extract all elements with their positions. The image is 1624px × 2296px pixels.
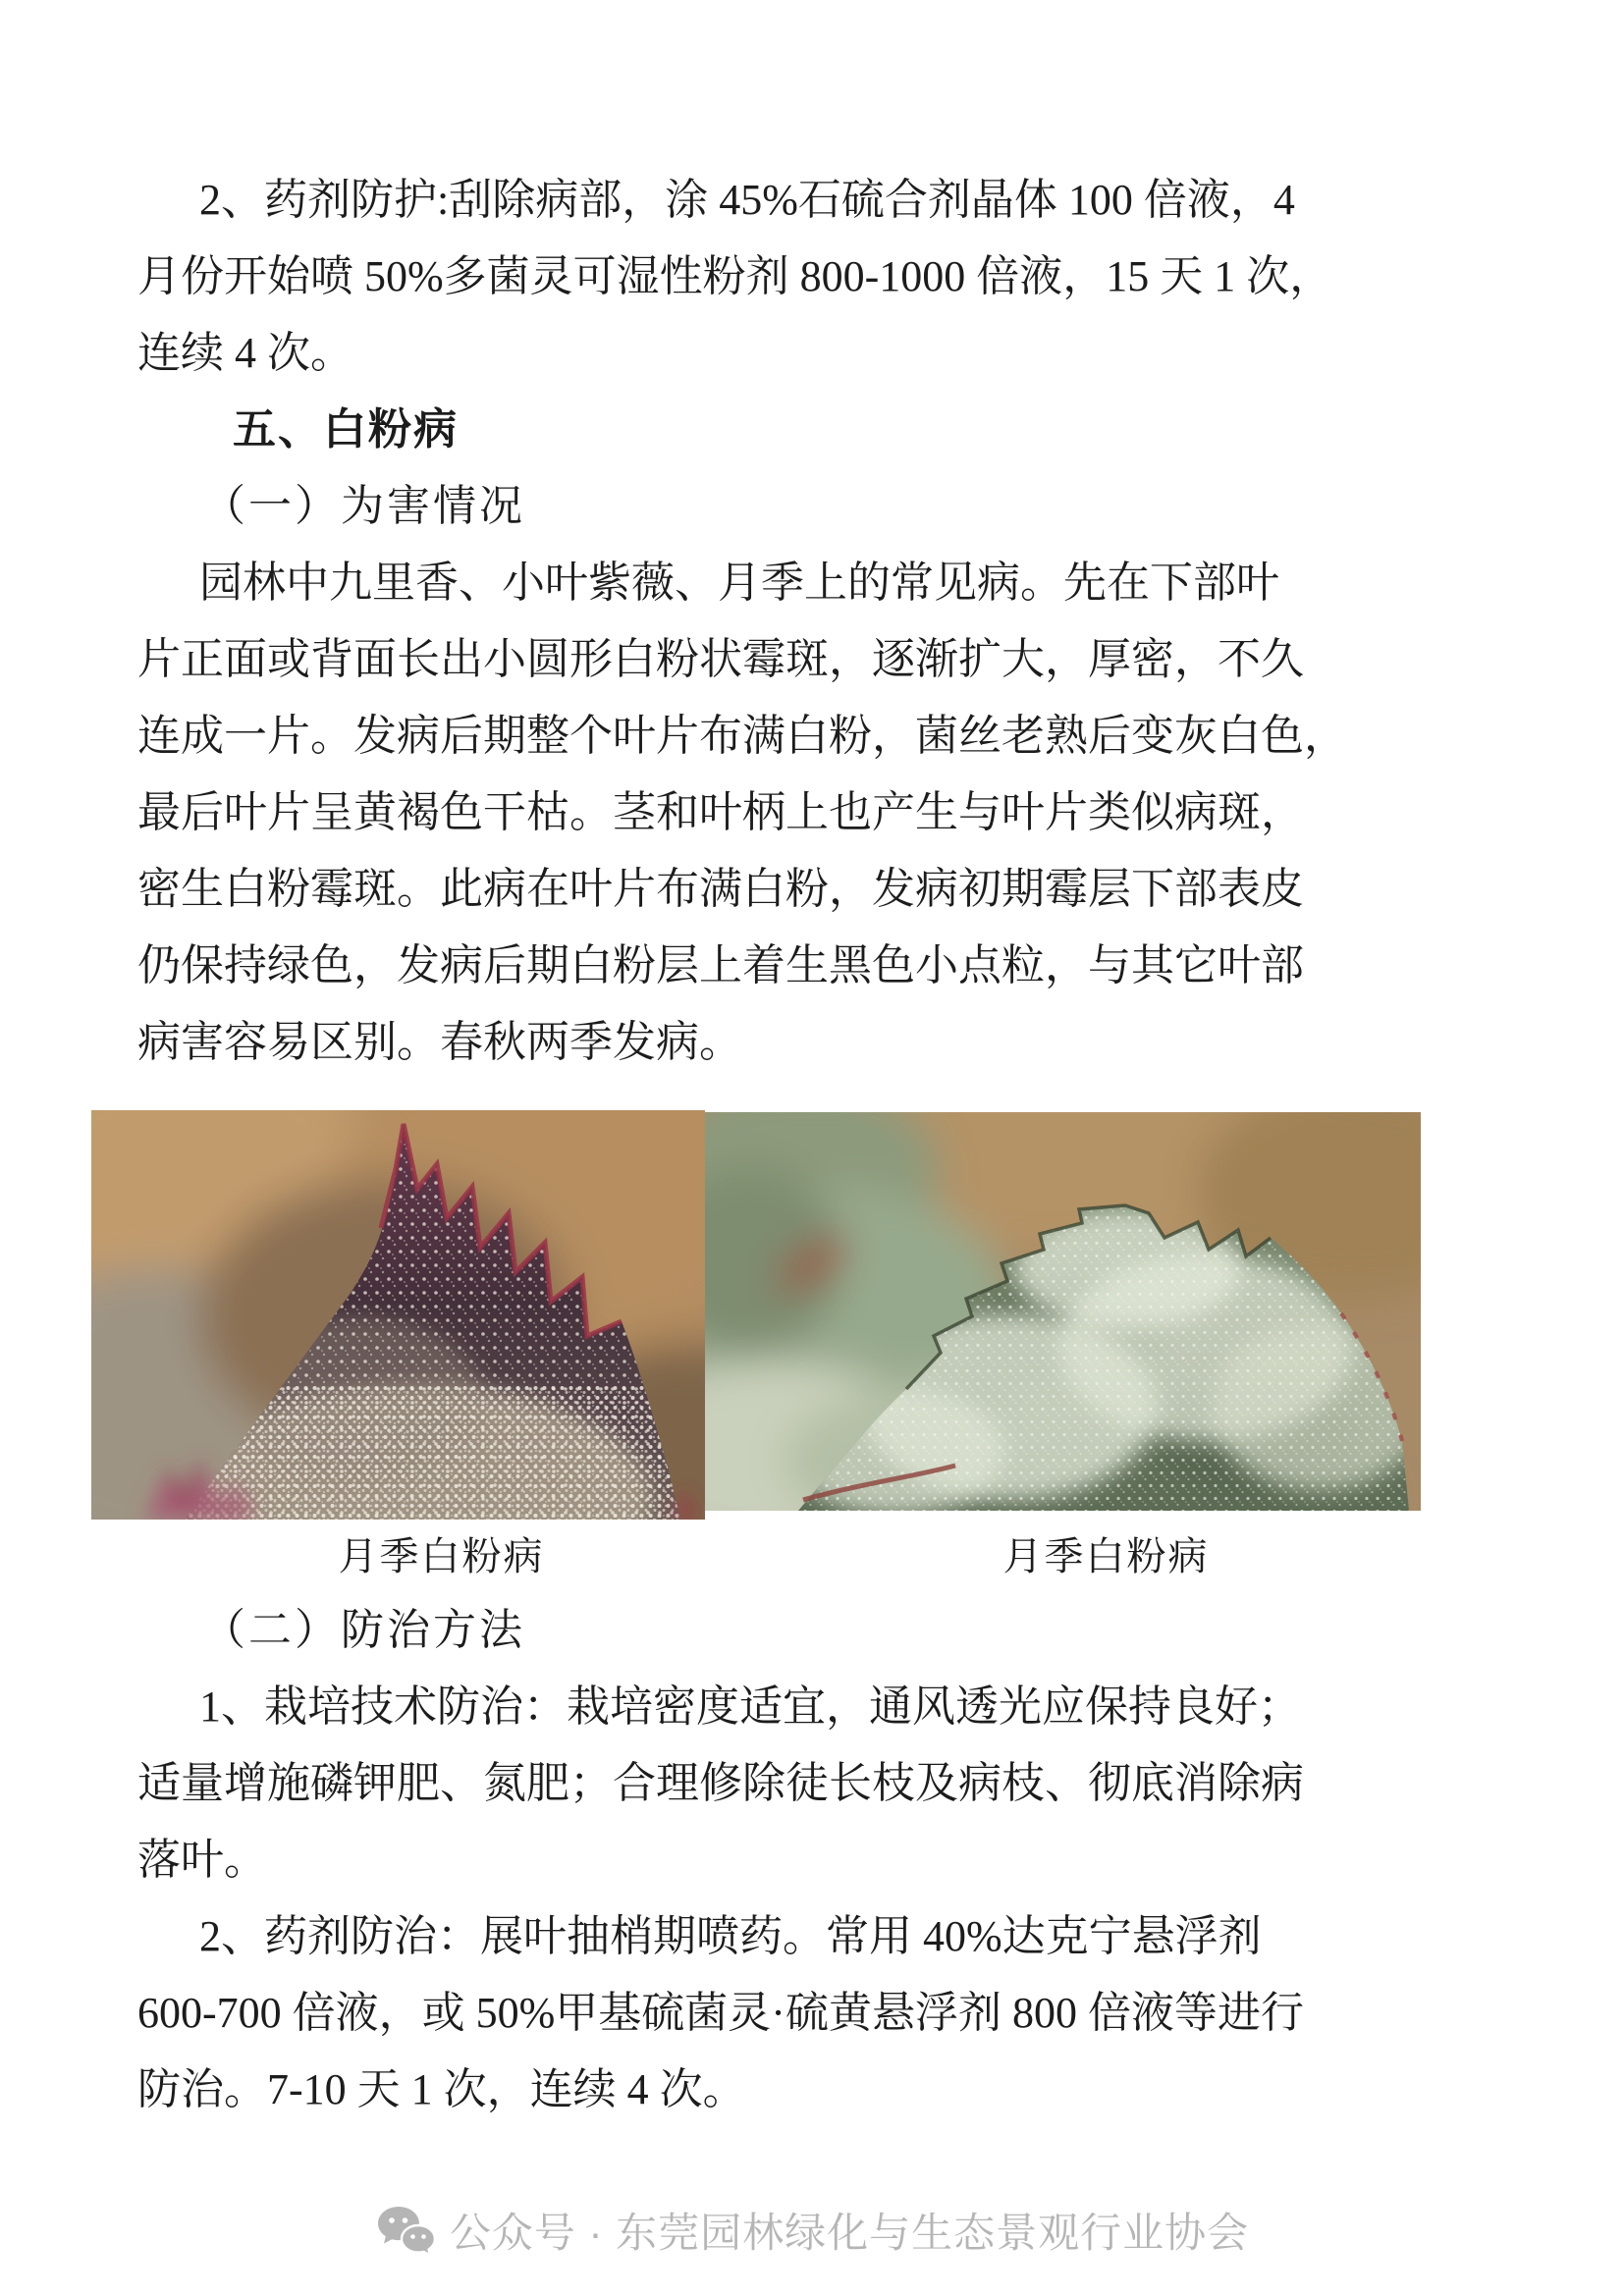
paragraph-line: 月份开始喷 50%多菌灵可湿性粉剂 800-1000 倍液，15 天 1 次，: [137, 252, 1333, 300]
lower-text-block: [137, 1592, 1492, 2128]
paragraph-line: 连成一片。发病后期整个叶片布满白粉，菌丝老熟后变灰白色，: [137, 712, 1347, 760]
paragraph-line: 适量增施磷钾肥、氮肥；合理修除徒长枝及病枝、彻底消除病: [137, 1759, 1304, 1807]
footer-text: 公众号 · 东莞园林绿化与生态景观行业协会: [449, 2210, 1250, 2256]
wechat-icon: [375, 2204, 436, 2257]
paragraph-line: 防治。7-10 天 1 次，连续 4 次。: [137, 2065, 746, 2113]
figure-caption-left: 月季白粉病: [338, 1534, 545, 1578]
paragraph-line: 连续 4 次。: [137, 329, 353, 377]
paragraph-line: 2、药剂防护:刮除病部，涂 45%石硫合剂晶体 100 倍液，4: [199, 176, 1295, 224]
figure-caption-right: 月季白粉病: [1002, 1534, 1210, 1578]
paragraph-line: 最后叶片呈黄褐色干枯。茎和叶柄上也产生与叶片类似病斑，: [137, 788, 1304, 836]
footer-watermark: [0, 2191, 1624, 2269]
subsection-heading-control: （二）防治方法: [202, 1606, 525, 1654]
paragraph-line: 片正面或背面长出小圆形白粉状霉斑，逐渐扩大，厚密，不久: [137, 635, 1304, 683]
paragraph-line: 密生白粉霉斑。此病在叶片布满白粉，发病初期霉层下部表皮: [137, 865, 1304, 913]
section-heading: 五、白粉病: [233, 405, 459, 454]
paragraph-line: 落叶。: [137, 1836, 267, 1884]
paragraph-line: 1、栽培技术防治：栽培密度适宜，通风透光应保持良好；: [199, 1682, 1301, 1731]
paragraph-line: 仍保持绿色，发病后期白粉层上着生黑色小点粒，与其它叶部: [137, 941, 1304, 989]
subsection-heading-damage: （一）为害情况: [202, 482, 525, 530]
photo-rose-powdery-mildew-right: [705, 1112, 1421, 1511]
photo-rose-powdery-mildew-left: [91, 1110, 705, 1520]
upper-text-block: [137, 162, 1492, 1081]
paragraph-line: 2、药剂防治：展叶抽梢期喷药。常用 40%达克宁悬浮剂: [199, 1912, 1262, 1960]
paragraph-line: 园林中九里香、小叶紫薇、月季上的常见病。先在下部叶: [199, 559, 1279, 607]
paragraph-line: 600-700 倍液，或 50%甲基硫菌灵·硫黄悬浮剂 800 倍液等进行: [137, 1989, 1304, 2037]
paragraph-line: 病害容易区别。春秋两季发病。: [137, 1018, 742, 1066]
